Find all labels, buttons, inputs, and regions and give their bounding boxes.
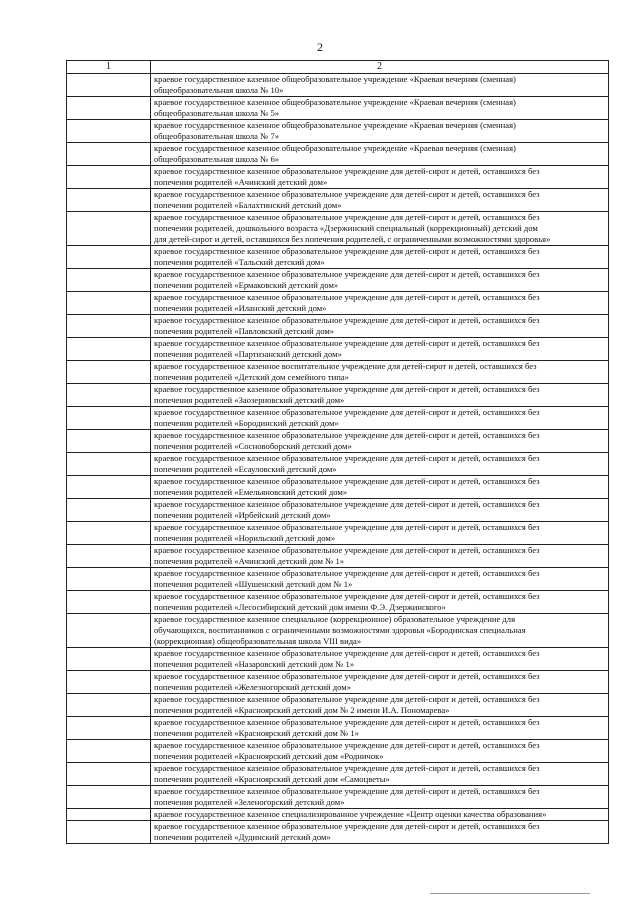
institution-name-line: краевое государственное казенное образовательное учреждение для детей-сирот и детей, оставшихся без — [154, 453, 540, 463]
institution-name-cell — [151, 315, 609, 338]
institution-name-line: краевое государственное казенное образовательное учреждение для детей-сирот и детей, оставшихся без — [154, 430, 540, 440]
institution-name-cell — [151, 568, 609, 591]
institution-name-line: попечения родителей «Зеленогорский детский дом» — [154, 797, 345, 807]
table-row — [67, 763, 609, 786]
table-row — [67, 120, 609, 143]
institution-name-line: краевое государственное казенное образовательное учреждение для детей-сирот и детей, оставшихся без — [154, 407, 540, 417]
institution-name-cell — [151, 189, 609, 212]
institution-name-cell — [151, 143, 609, 166]
institution-name-cell — [151, 648, 609, 671]
institution-name-cell — [151, 246, 609, 269]
table-row — [67, 809, 609, 821]
institution-name-cell — [151, 453, 609, 476]
row-number-cell — [67, 499, 151, 522]
institution-name-line: (коррекционная) общеобразовательная школа VIII вида» — [154, 636, 362, 646]
table-row — [67, 740, 609, 763]
institution-name-line: краевое государственное казенное образовательное учреждение для детей-сирот и детей, оставшихся без — [154, 476, 540, 486]
institution-name-line: попечения родителей «Ачинский детский дом № 1» — [154, 556, 345, 566]
institution-name-line: краевое государственное казенное образовательное учреждение для детей-сирот и детей, оставшихся без — [154, 763, 540, 773]
table-row — [67, 384, 609, 407]
table-row — [67, 97, 609, 120]
row-number-cell — [67, 453, 151, 476]
institution-name-line: попечения родителей «Ирбейский детский дом» — [154, 510, 331, 520]
institution-name-line: краевое государственное казенное образовательное учреждение для детей-сирот и детей, оставшихся без — [154, 246, 540, 256]
institution-name-cell — [151, 338, 609, 361]
institution-name-line: краевое государственное казенное образовательное учреждение для детей-сирот и детей, оставшихся без — [154, 522, 540, 532]
institution-name-line: попечения родителей «Балахтинский детский дом» — [154, 200, 342, 210]
institution-name-cell — [151, 821, 609, 844]
institution-name-cell — [151, 292, 609, 315]
row-number-cell — [67, 476, 151, 499]
institution-name-line: краевое государственное казенное образовательное учреждение для детей-сирот и детей, оставшихся без — [154, 269, 540, 279]
institution-name-line: краевое государственное казенное образовательное учреждение для детей-сирот и детей, оставшихся без — [154, 338, 540, 348]
institution-name-line: краевое государственное казенное образовательное учреждение для детей-сирот и детей, оставшихся без — [154, 212, 540, 222]
institution-name-line: краевое государственное казенное образовательное учреждение для детей-сирот и детей, оставшихся без — [154, 292, 540, 302]
row-number-cell — [67, 648, 151, 671]
page-number: 2 — [317, 40, 323, 54]
table-row — [67, 476, 609, 499]
institution-name-line: краевое государственное казенное образовательное учреждение для детей-сирот и детей, оставшихся без — [154, 821, 540, 831]
institution-name-line: краевое государственное казенное образовательное учреждение для детей-сирот и детей, оставшихся без — [154, 694, 540, 704]
row-number-cell — [67, 338, 151, 361]
row-number-cell — [67, 246, 151, 269]
institution-name-line: краевое государственное казенное образовательное учреждение для детей-сирот и детей, оставшихся без — [154, 648, 540, 658]
institution-name-cell — [151, 120, 609, 143]
institution-name-line: обучающихся, воспитанников с ограниченными возможностями здоровья «Бородинская специальная — [154, 625, 526, 635]
institution-name-line: краевое государственное казенное образовательное учреждение для детей-сирот и детей, оставшихся без — [154, 315, 540, 325]
institution-name-line: краевое государственное казенное образовательное учреждение для детей-сирот и детей, оставшихся без — [154, 189, 540, 199]
table-row — [67, 786, 609, 809]
institution-name-line: попечения родителей «Красноярский детский дом № 1» — [154, 728, 359, 738]
institution-name-line: попечения родителей «Лесосибирский детский дом имени Ф.Э. Дзержинского» — [154, 602, 446, 612]
institution-name-line: попечения родителей, дошкольного возраста «Дзержинский специальный (коррекционный) детский дом — [154, 223, 538, 233]
institution-name-line: краевое государственное казенное образовательное учреждение для детей-сирот и детей, оставшихся без — [154, 717, 540, 727]
institution-name-cell — [151, 694, 609, 717]
row-number-cell — [67, 614, 151, 648]
institution-name-line: попечения родителей «Сосновоборский детский дом» — [154, 441, 352, 451]
table-row — [67, 246, 609, 269]
row-number-cell — [67, 97, 151, 120]
row-number-cell — [67, 430, 151, 453]
table-row — [67, 648, 609, 671]
table-row — [67, 212, 609, 246]
institution-name-line: попечения родителей «Павловский детский дом» — [154, 326, 335, 336]
institution-name-line: попечения родителей «Детский дом семейного типа» — [154, 372, 349, 382]
institution-name-line: краевое государственное казенное образовательное учреждение для детей-сирот и детей, оставшихся без — [154, 568, 540, 578]
table-row — [67, 269, 609, 292]
institution-name-line: краевое государственное казенное образовательное учреждение для детей-сирот и детей, оставшихся без — [154, 384, 540, 394]
table-row — [67, 545, 609, 568]
institution-name-cell — [151, 384, 609, 407]
institution-name-line: краевое государственное казенное образовательное учреждение для детей-сирот и детей, оставшихся без — [154, 545, 540, 555]
row-number-cell — [67, 591, 151, 614]
institution-name-line: попечения родителей «Есауловский детский дом» — [154, 464, 337, 474]
table-row — [67, 453, 609, 476]
institution-name-line: краевое государственное казенное образовательное учреждение для детей-сирот и детей, оставшихся без — [154, 166, 540, 176]
institution-name-line: попечения родителей «Дудинский детский дом» — [154, 832, 331, 842]
row-number-cell — [67, 671, 151, 694]
table-row — [67, 189, 609, 212]
institution-name-cell — [151, 763, 609, 786]
table-row — [67, 694, 609, 717]
institution-name-cell — [151, 809, 609, 821]
institution-name-cell — [151, 269, 609, 292]
institution-name-line: краевое государственное казенное специализированное учреждение «Центр оценки качества образования» — [154, 809, 547, 819]
row-number-cell — [67, 189, 151, 212]
table-row — [67, 361, 609, 384]
table-row — [67, 338, 609, 361]
institution-name-cell — [151, 499, 609, 522]
institution-name-line: попечения родителей «Ачинский детский дом» — [154, 177, 328, 187]
institution-name-cell — [151, 591, 609, 614]
institution-name-line: краевое государственное казенное образовательное учреждение для детей-сирот и детей, оставшихся без — [154, 740, 540, 750]
institution-name-cell — [151, 717, 609, 740]
row-number-cell — [67, 292, 151, 315]
document-table — [66, 60, 609, 844]
row-number-cell — [67, 212, 151, 246]
institution-name-cell — [151, 97, 609, 120]
table-row — [67, 430, 609, 453]
row-number-cell — [67, 384, 151, 407]
table-row — [67, 166, 609, 189]
institution-name-line: попечения родителей «Партизанский детский дом» — [154, 349, 342, 359]
table-header-row — [67, 61, 609, 74]
institution-name-line: для детей-сирот и детей, оставшихся без попечения родителей, с ограниченными возможностями здоровья» — [154, 234, 551, 244]
table-row — [67, 315, 609, 338]
institution-name-line: попечения родителей «Красноярский детский дом № 2 имени И.А. Пономарева» — [154, 705, 450, 715]
column-header-2: 2 — [151, 61, 609, 74]
institution-name-line: общеобразовательная школа № 10» — [154, 85, 284, 95]
table-row — [67, 499, 609, 522]
institution-name-cell — [151, 407, 609, 430]
row-number-cell — [67, 522, 151, 545]
row-number-cell — [67, 694, 151, 717]
institution-name-line: попечения родителей «Емельяновский детский дом» — [154, 487, 348, 497]
table-row — [67, 522, 609, 545]
institution-name-line: попечения родителей «Тальский детский дом» — [154, 257, 325, 267]
institution-name-line: попечения родителей «Красноярский детский дом «Самоцветы» — [154, 774, 390, 784]
institution-name-cell — [151, 614, 609, 648]
institution-name-line: попечения родителей «Назаровский детский дом № 1» — [154, 659, 355, 669]
row-number-cell — [67, 407, 151, 430]
row-number-cell — [67, 809, 151, 821]
institution-name-line: краевое государственное казенное общеобразовательное учреждение «Краевая вечерняя (сменная) — [154, 120, 516, 130]
row-number-cell — [67, 143, 151, 166]
row-number-cell — [67, 120, 151, 143]
institution-name-cell — [151, 166, 609, 189]
institution-name-line: краевое государственное казенное образовательное учреждение для детей-сирот и детей, оставшихся без — [154, 591, 540, 601]
institution-name-line: попечения родителей «Ермаковский детский дом» — [154, 280, 339, 290]
institution-name-cell — [151, 212, 609, 246]
row-number-cell — [67, 269, 151, 292]
institution-name-line: краевое государственное казенное воспитательное учреждение для детей-сирот и детей, оставшихся без — [154, 361, 537, 371]
institution-name-line: общеобразовательная школа № 5» — [154, 108, 280, 118]
table-row — [67, 614, 609, 648]
institution-name-line: общеобразовательная школа № 6» — [154, 154, 280, 164]
table-row — [67, 292, 609, 315]
row-number-cell — [67, 740, 151, 763]
institution-name-cell — [151, 430, 609, 453]
institution-name-cell — [151, 74, 609, 97]
institution-name-line: попечения родителей «Шушенский детский дом № 1» — [154, 579, 353, 589]
row-number-cell — [67, 717, 151, 740]
table-row — [67, 407, 609, 430]
table-row — [67, 74, 609, 97]
table-row — [67, 591, 609, 614]
institution-name-line: попечения родителей «Железногорский детский дом» — [154, 682, 352, 692]
institution-name-cell — [151, 671, 609, 694]
institution-name-cell — [151, 786, 609, 809]
row-number-cell — [67, 74, 151, 97]
institution-name-line: краевое государственное казенное образовательное учреждение для детей-сирот и детей, оставшихся без — [154, 499, 540, 509]
row-number-cell — [67, 786, 151, 809]
institution-name-line: краевое государственное казенное специальное (коррекционное) образовательное учреждение для — [154, 614, 516, 624]
institution-name-line: попечения родителей «Красноярский детский дом «Родничок» — [154, 751, 384, 761]
institution-name-line: общеобразовательная школа № 7» — [154, 131, 280, 141]
table-row — [67, 671, 609, 694]
institution-name-line: попечения родителей «Норильский детский дом» — [154, 533, 336, 543]
institution-name-line: краевое государственное казенное образовательное учреждение для детей-сирот и детей, оставшихся без — [154, 786, 540, 796]
row-number-cell — [67, 763, 151, 786]
institution-name-line: попечения родителей «Иланский детский дом» — [154, 303, 327, 313]
table-body — [67, 74, 609, 844]
institution-name-line: попечения родителей «Бородинский детский дом» — [154, 418, 339, 428]
column-header-1: 1 — [67, 61, 151, 74]
institution-name-line: краевое государственное казенное образовательное учреждение для детей-сирот и детей, оставшихся без — [154, 671, 540, 681]
institution-name-cell — [151, 740, 609, 763]
institution-name-line: краевое государственное казенное общеобразовательное учреждение «Краевая вечерняя (сменная) — [154, 143, 516, 153]
institution-name-line: попечения родителей «Заозерновский детский дом» — [154, 395, 345, 405]
institution-name-cell — [151, 545, 609, 568]
institution-name-cell — [151, 522, 609, 545]
institution-name-cell — [151, 361, 609, 384]
row-number-cell — [67, 821, 151, 844]
table-row — [67, 143, 609, 166]
row-number-cell — [67, 166, 151, 189]
table-row — [67, 717, 609, 740]
scan-edge-mark — [430, 893, 590, 895]
row-number-cell — [67, 568, 151, 591]
row-number-cell — [67, 545, 151, 568]
row-number-cell — [67, 315, 151, 338]
table-row — [67, 821, 609, 844]
table-row — [67, 568, 609, 591]
institution-name-line: краевое государственное казенное общеобразовательное учреждение «Краевая вечерняя (сменная) — [154, 74, 516, 84]
institution-name-line: краевое государственное казенное общеобразовательное учреждение «Краевая вечерняя (сменная) — [154, 97, 516, 107]
row-number-cell — [67, 361, 151, 384]
institution-name-cell — [151, 476, 609, 499]
